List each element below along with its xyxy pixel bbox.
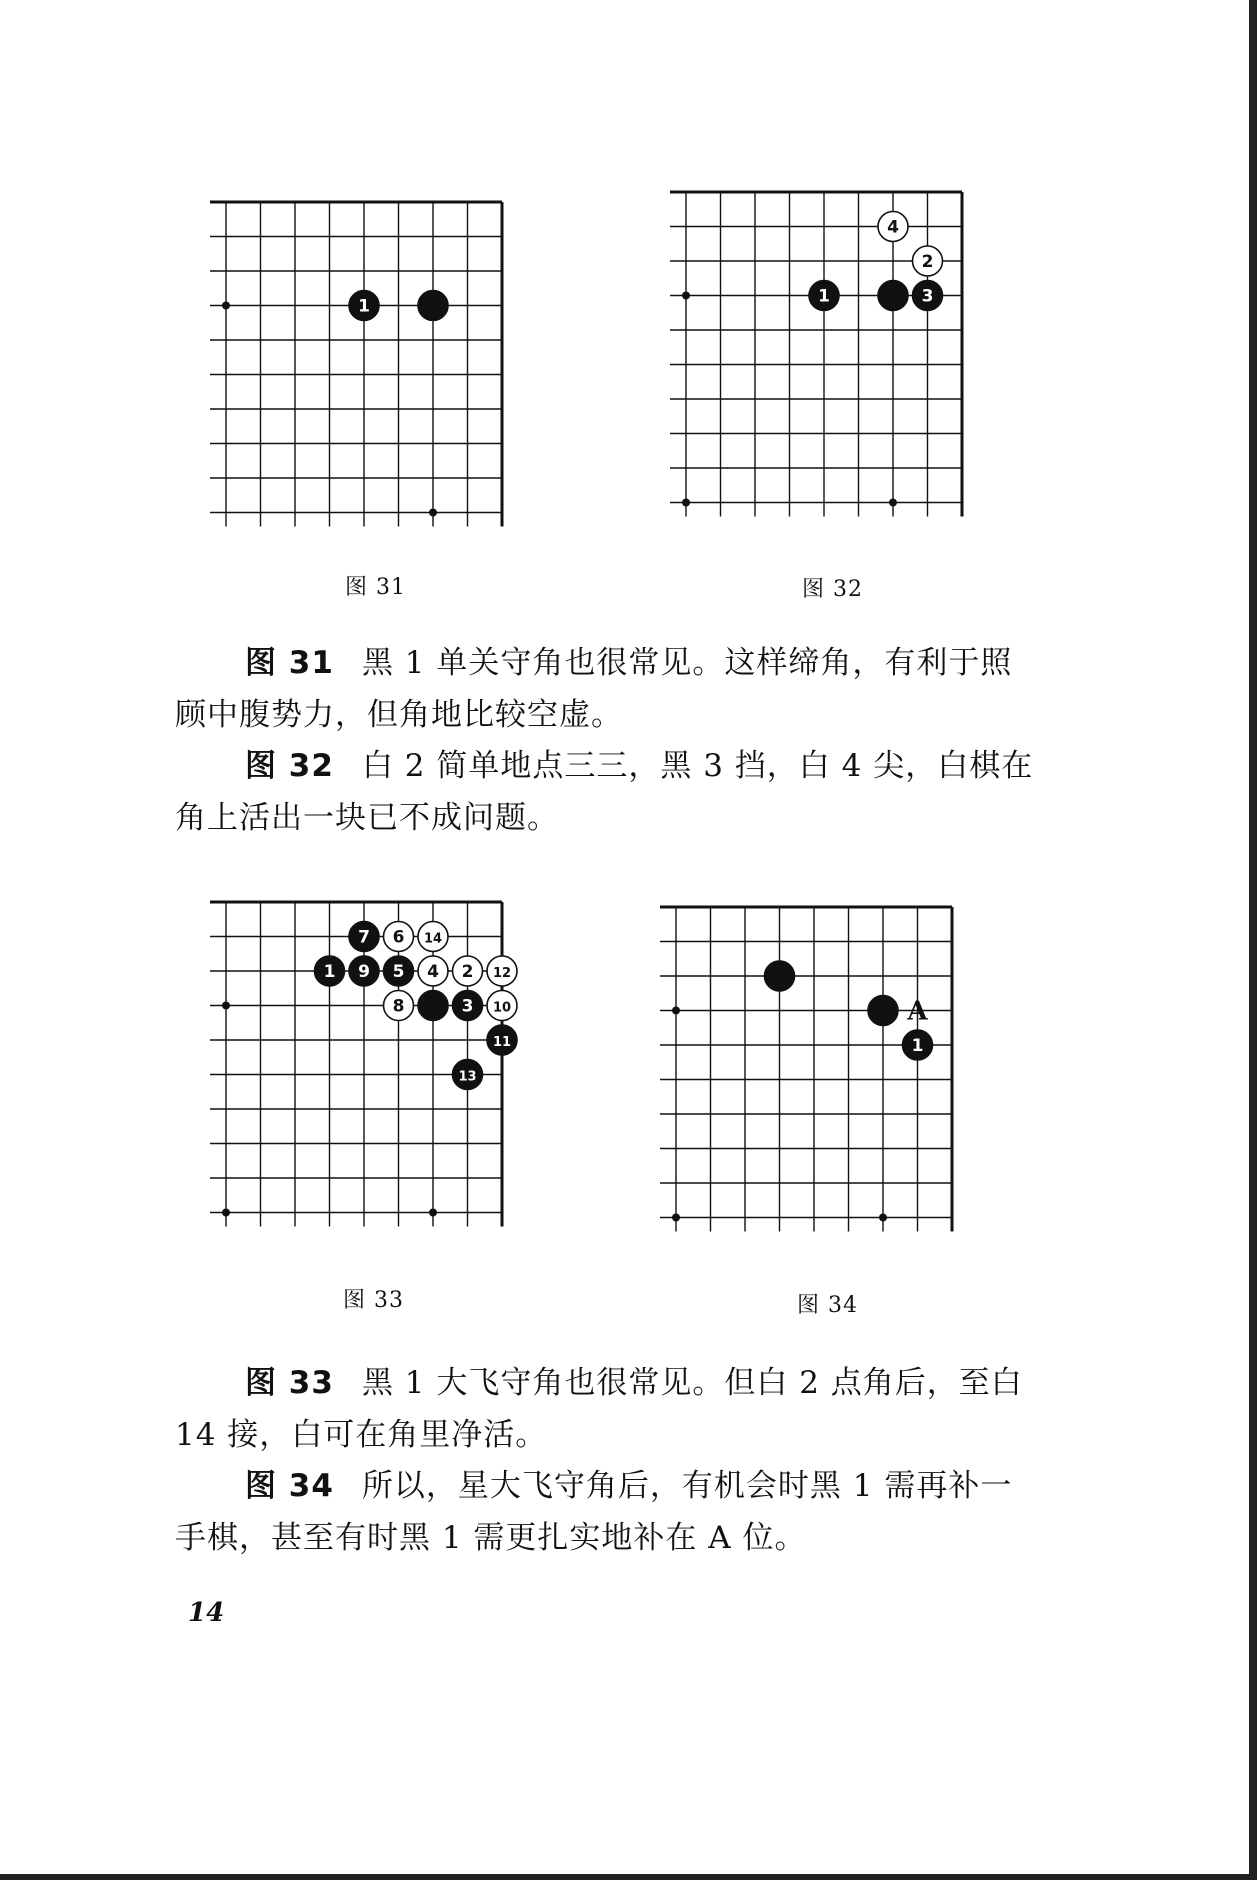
paragraph-line: 所以，星大飞守角后，有机会时黑 1 需再补一: [361, 1468, 1013, 1504]
page-border-bottom: [0, 1874, 1257, 1880]
paragraph-fig-33-cont: [175, 1409, 1055, 1461]
page-border-right: [1249, 0, 1257, 1880]
figure-caption-31: 图 31: [345, 575, 406, 600]
paragraph-fig-33: [245, 1357, 1055, 1409]
go-board-svg: [660, 903, 1004, 1243]
go-board-svg: [670, 188, 1014, 528]
paragraph-fig-31-cont: [175, 689, 1055, 741]
hoshi-point: [672, 1007, 680, 1015]
stone-move-number: 2: [461, 962, 474, 982]
black-stone: [418, 991, 448, 1021]
stone-move-number: 10: [492, 1000, 512, 1016]
stone-move-number: 14: [423, 931, 443, 947]
stone-move-number: 2: [921, 252, 934, 272]
stone-move-number: 1: [323, 962, 336, 982]
hoshi-point: [429, 1209, 437, 1217]
go-board-fig-31: [210, 198, 554, 538]
page-number: 14: [188, 1598, 225, 1628]
go-board-svg: [210, 898, 554, 1238]
black-stone: [878, 281, 908, 311]
hoshi-point: [672, 1214, 680, 1222]
board-point-label: A: [907, 996, 928, 1027]
stone-move-number: 4: [887, 217, 899, 238]
hoshi-point: [429, 509, 437, 517]
stone-move-number: 6: [392, 927, 405, 948]
stone-move-number: 8: [392, 996, 405, 1017]
stone-move-number: 5: [392, 962, 405, 982]
paragraph-figure-label: 图 33: [245, 1365, 334, 1401]
go-board-svg: [210, 198, 554, 538]
paragraph-line: 手棋，甚至有时黑 1 需更扎实地补在 A 位。: [175, 1520, 807, 1556]
stone-move-number: 1: [911, 1036, 924, 1056]
stone-move-number: 9: [358, 962, 370, 982]
stone-move-number: 1: [358, 296, 370, 317]
go-board-fig-32: [670, 188, 1014, 528]
paragraph-figure-label: 图 32: [245, 748, 334, 784]
paragraph-line: 黑 1 单关守角也很常见。这样缔角，有利于照: [361, 645, 1013, 681]
figure-caption-32: 图 32: [802, 577, 863, 602]
stone-move-number: 12: [492, 966, 512, 981]
stone-move-number: 3: [921, 286, 934, 307]
paragraph-line: 黑 1 大飞守角也很常见。但白 2 点角后，至白: [361, 1365, 1023, 1401]
hoshi-point: [889, 499, 897, 507]
paragraph-fig-32: [245, 740, 1055, 792]
paragraph-line: 白 2 简单地点三三，黑 3 挡，白 4 尖，白棋在: [361, 748, 1034, 784]
paragraph-figure-label: 图 34: [245, 1468, 334, 1504]
stone-move-number: 3: [461, 996, 474, 1017]
black-stone: [868, 996, 898, 1026]
paragraph-line: 顾中腹势力，但角地比较空虚。: [175, 697, 623, 733]
paragraph-fig-31: [245, 637, 1055, 689]
hoshi-point: [682, 499, 690, 507]
stone-move-number: 1: [818, 286, 830, 307]
paragraph-fig-34-cont: [175, 1512, 1055, 1564]
go-board-fig-34: [660, 903, 1004, 1243]
figure-caption-33: 图 33: [343, 1288, 404, 1313]
hoshi-point: [222, 1002, 230, 1010]
paragraph-fig-32-cont: [175, 792, 1055, 844]
hoshi-point: [879, 1214, 887, 1222]
figure-caption-34: 图 34: [797, 1293, 858, 1318]
stone-move-number: 7: [358, 927, 370, 948]
paragraph-line: 角上活出一块已不成问题。: [175, 800, 559, 836]
stone-move-number: 4: [427, 962, 439, 982]
paragraph-figure-label: 图 31: [245, 645, 334, 681]
go-board-fig-33: [210, 898, 554, 1238]
black-stone: [765, 961, 795, 991]
black-stone: [418, 291, 448, 321]
stone-move-number: 13: [458, 1069, 477, 1085]
paragraph-fig-34: [245, 1460, 1055, 1512]
hoshi-point: [222, 302, 230, 310]
hoshi-point: [222, 1209, 230, 1217]
paragraph-line: 14 接，白可在角里净活。: [175, 1417, 548, 1453]
stone-move-number: 11: [492, 1035, 512, 1050]
hoshi-point: [682, 292, 690, 300]
